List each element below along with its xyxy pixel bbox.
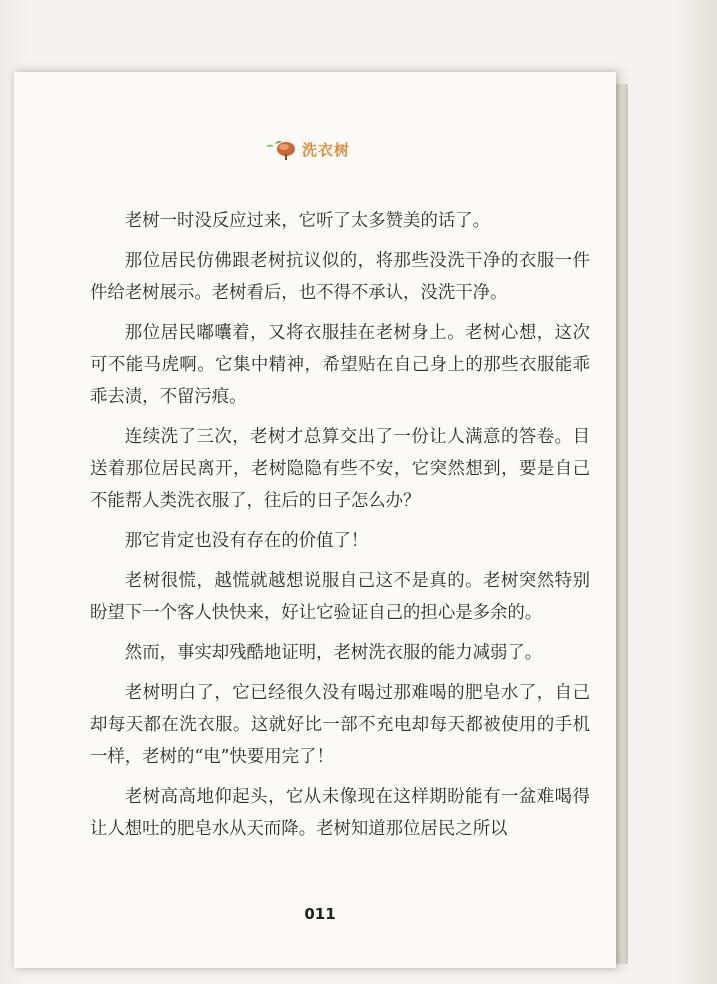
paragraph: 老树高高地仰起头，它从未像现在这样期盼能有一盆难喝得让人想吐的肥皂水从天而降。老树知道那位居民之所以: [90, 787, 590, 839]
running-header: [262, 134, 350, 164]
paragraph: 然而，事实却残酷地证明，老树洗衣服的能力减弱了。: [124, 643, 543, 663]
paragraph: 老树明白了，它已经很久没有喝过那难喝的肥皂水了，自己却每天都在洗衣服。这就好比一部不充电却每天都被使用的手机一样，老树的“电”快要用完了！: [90, 683, 590, 767]
tree-sprout-icon: [262, 137, 300, 161]
paragraph: 那位居民仿佛跟老树抗议似的，将那些没洗干净的衣服一件件给老树展示。老树看后，也不得不承认，没洗干净。: [90, 251, 590, 303]
page-number: 011: [304, 905, 336, 923]
body-text: [90, 205, 590, 853]
paragraph: 那位居民嘟囔着，又将衣服挂在老树身上。老树心想，这次可不能马虎啊。它集中精神，希望贴在自己身上的那些衣服能乖乖去渍，不留污痕。: [90, 323, 590, 407]
paragraph: 老树很慌，越慌就越想说服自己这不是真的。老树突然特别盼望下一个客人快快来，好让它验证自己的担心是多余的。: [90, 571, 590, 623]
running-title: 洗衣树: [302, 140, 351, 159]
page-edge: [616, 84, 628, 964]
paragraph: 那它肯定也没有存在的价值了！: [124, 531, 369, 551]
paragraph: 连续洗了三次，老树才总算交出了一份让人满意的答卷。目送着那位居民离开，老树隐隐有些不安，它突然想到，要是自己不能帮人类洗衣服了，往后的日子怎么办？: [90, 427, 590, 511]
paragraph: 老树一时没反应过来，它听了太多赞美的话了。: [124, 211, 491, 231]
